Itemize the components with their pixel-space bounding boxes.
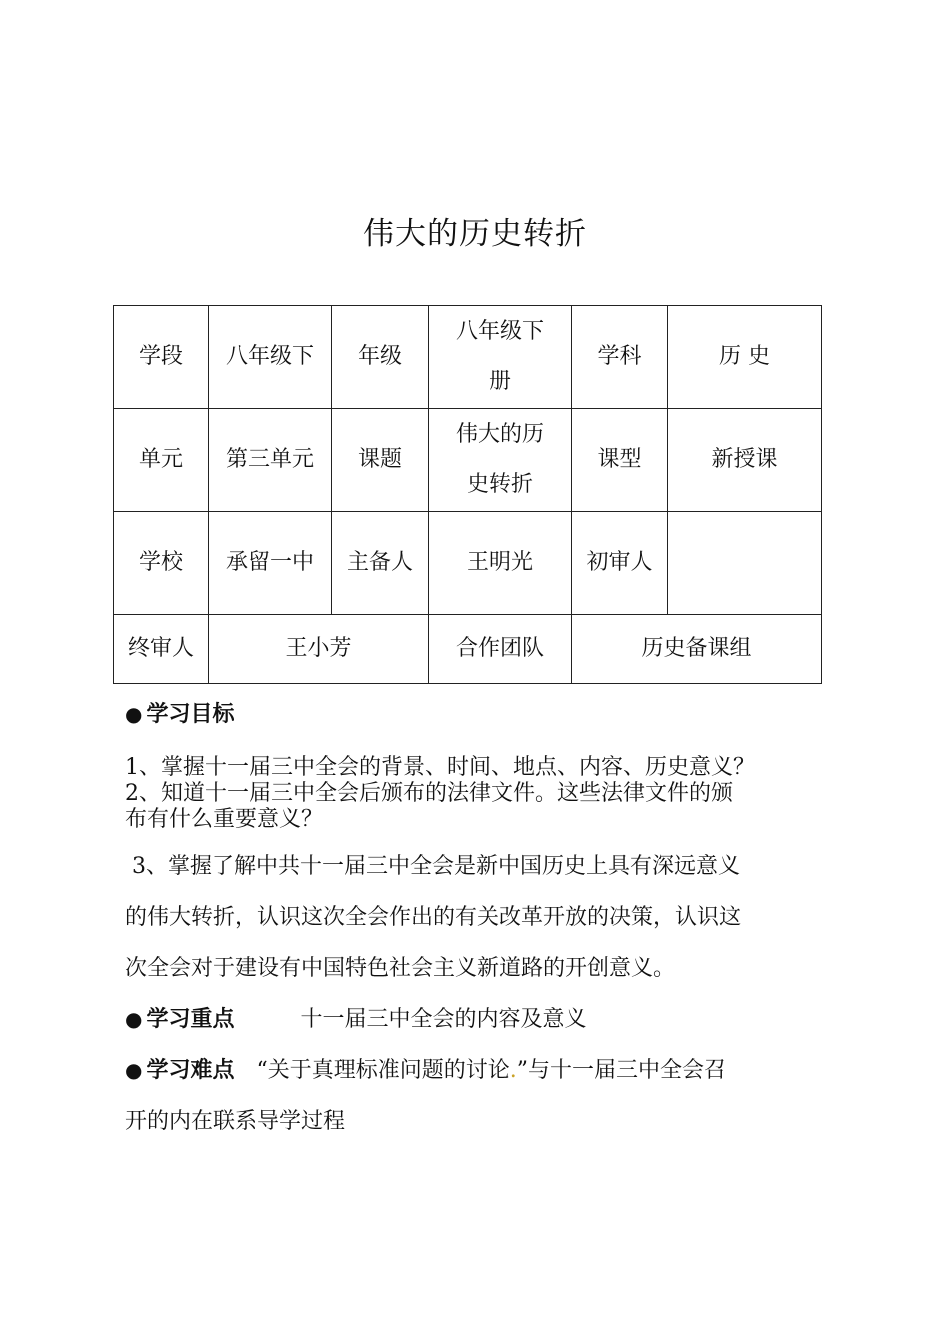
label-first-reviewer: 初审人 xyxy=(572,512,668,615)
label-topic: 课题 xyxy=(332,409,429,512)
value-grade-line2: 册 xyxy=(488,369,511,394)
label-subject: 学科 xyxy=(572,306,668,409)
difficulties-content-dot: . xyxy=(509,1058,517,1083)
key-points-heading: 学习重点 xyxy=(146,1007,235,1032)
table-row xyxy=(114,512,822,615)
value-final-reviewer: 王小芳 xyxy=(209,615,429,684)
objective-item-2-line1: 2、知道十一届三中全会后颁布的法律文件。这些法律文件的颁 xyxy=(125,781,733,806)
lesson-info-table xyxy=(113,305,822,684)
objective-item-3-line3: 次全会对于建设有中国特色社会主义新道路的开创意义。 xyxy=(125,956,676,981)
difficulties-content-part1: “关于真理标准问题的讨论 xyxy=(256,1058,510,1083)
objective-item-3-line2: 的伟大转折，认识这次全会作出的有关改革开放的决策，认识这 xyxy=(125,905,742,930)
difficulties xyxy=(125,1053,835,1084)
bullet-icon: ● xyxy=(125,702,143,726)
value-grade-line1: 八年级下 xyxy=(455,319,544,344)
value-subject: 历 史 xyxy=(668,306,822,409)
label-team: 合作团队 xyxy=(429,615,572,684)
label-unit: 单元 xyxy=(114,409,209,512)
value-lesson-type: 新授课 xyxy=(668,409,822,512)
value-school: 承留一中 xyxy=(209,512,332,615)
difficulties-content-part2: ”与十一届三中全会召 xyxy=(516,1058,726,1083)
label-school: 学校 xyxy=(114,512,209,615)
table-row xyxy=(114,306,822,409)
label-main-preparer: 主备人 xyxy=(332,512,429,615)
key-points-content: 十一届三中全会的内容及意义 xyxy=(300,1007,587,1032)
key-points xyxy=(125,1002,835,1033)
value-topic-line2: 史转折 xyxy=(466,472,533,497)
value-team: 历史备课组 xyxy=(572,615,822,684)
value-topic xyxy=(429,409,572,512)
value-topic-line1: 伟大的历 xyxy=(455,422,544,447)
value-main-preparer: 王明光 xyxy=(429,512,572,615)
label-grade: 年级 xyxy=(332,306,429,409)
value-unit: 第三单元 xyxy=(209,409,332,512)
table-row xyxy=(114,615,822,684)
objective-item-3-line1: 3、掌握了解中共十一届三中全会是新中国历史上具有深远意义 xyxy=(125,854,740,879)
bullet-icon: ● xyxy=(125,1007,143,1031)
label-lesson-type: 课型 xyxy=(572,409,668,512)
table-row xyxy=(114,409,822,512)
value-grade xyxy=(429,306,572,409)
value-stage: 八年级下 xyxy=(209,306,332,409)
label-final-reviewer: 终审人 xyxy=(114,615,209,684)
objective-item-2-line2: 布有什么重要意义？ xyxy=(125,807,324,832)
label-stage: 学段 xyxy=(114,306,209,409)
objective-item-1: 1、掌握十一届三中全会的背景、时间、地点、内容、历史意义？ xyxy=(125,755,755,780)
difficulties-heading: 学习难点 xyxy=(146,1058,235,1083)
value-first-reviewer xyxy=(668,512,822,615)
bullet-icon: ● xyxy=(125,1058,143,1082)
difficulties-content-line2: 开的内在联系导学过程 xyxy=(125,1109,346,1134)
objectives-heading: ● 学习目标 xyxy=(125,702,235,727)
page-title: 伟大的历史转折 xyxy=(363,216,587,252)
